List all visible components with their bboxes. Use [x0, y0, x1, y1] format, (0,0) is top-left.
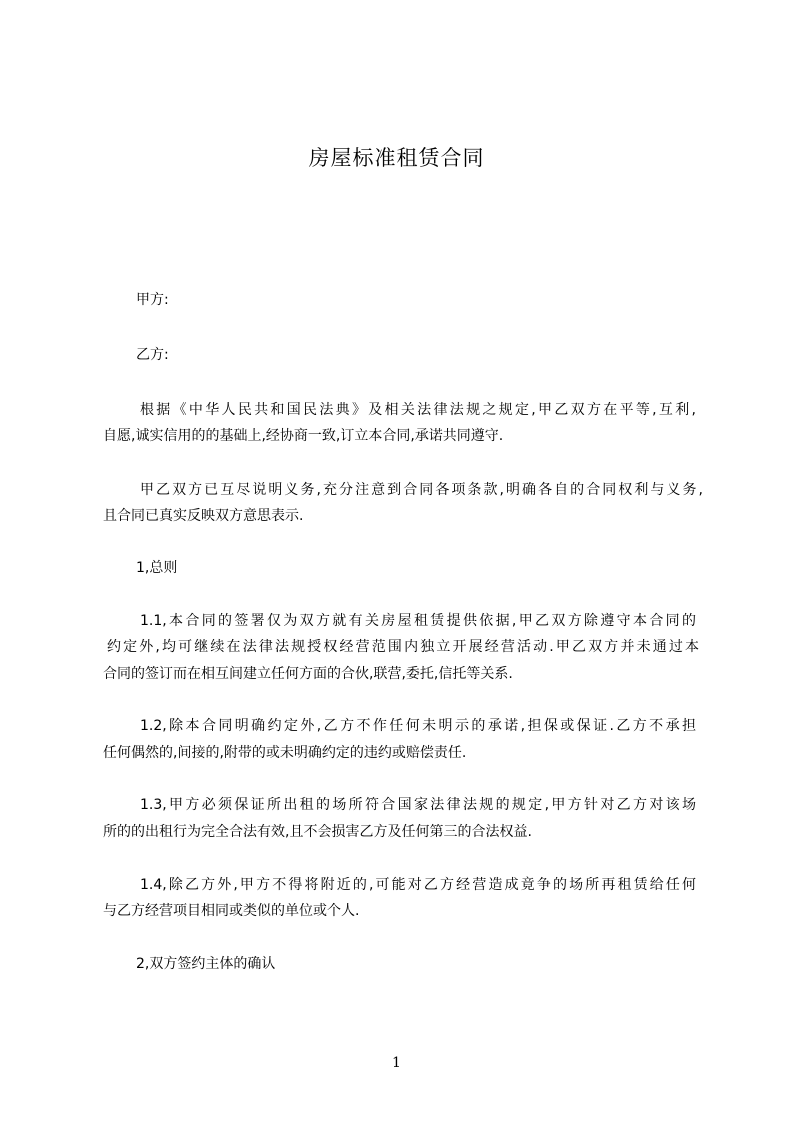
paragraph-line: 根据《中华人民共和国民法典》及相关法律法规之规定,甲乙双方在平等,互利, — [140, 402, 696, 418]
paragraph-line: 甲乙双方已互尽说明义务,充分注意到合同各项条款,明确各自的合同权利与义务, — [140, 482, 703, 498]
clause-line: 1.2,除本合同明确约定外,乙方不作任何未明示的承诺,担保或保证.乙方不承担 — [140, 718, 696, 734]
paragraph-line: 且合同已真实反映双方意思表示. — [103, 508, 304, 524]
document-title: 房屋标准租赁合同 — [308, 146, 485, 170]
page-number: 1 — [392, 1055, 401, 1071]
section-heading: 2,双方签约主体的确认 — [136, 956, 276, 972]
clause-line: 与乙方经营项目相同或类似的单位或个人. — [103, 903, 360, 919]
clause-line: 1.3,甲方必须保证所出租的场所符合国家法律法规的规定,甲方针对乙方对该场 — [140, 797, 696, 813]
section-heading: 1,总则 — [136, 560, 178, 576]
party-a-label: 甲方: — [136, 292, 169, 308]
clause-line: 约定外,均可继续在法律法规授权经营范围内独立开展经营活动.甲乙双方并未通过本 — [107, 639, 699, 655]
clause-line: 合同的签订而在相互间建立任何方面的合伙,联营,委托,信托等关系. — [103, 666, 513, 682]
clause-line: 1.4,除乙方外,甲方不得将附近的,可能对乙方经营造成竟争的场所再租赁给任何 — [140, 877, 696, 893]
clause-line: 1.1,本合同的签署仅为双方就有关房屋租赁提供依据,甲乙双方除遵守本合同的 — [140, 613, 696, 629]
clause-line: 任何偶然的,间接的,附带的或未明确约定的违约或赔偿责任. — [103, 745, 467, 761]
party-b-label: 乙方: — [136, 347, 169, 363]
clause-line: 所的的出租行为完全合法有效,且不会损害乙方及任何第三的合法权益. — [103, 824, 532, 840]
paragraph-line: 自愿,诚实信用的的基础上,经协商一致,订立本合同,承诺共同遵守. — [103, 428, 504, 444]
